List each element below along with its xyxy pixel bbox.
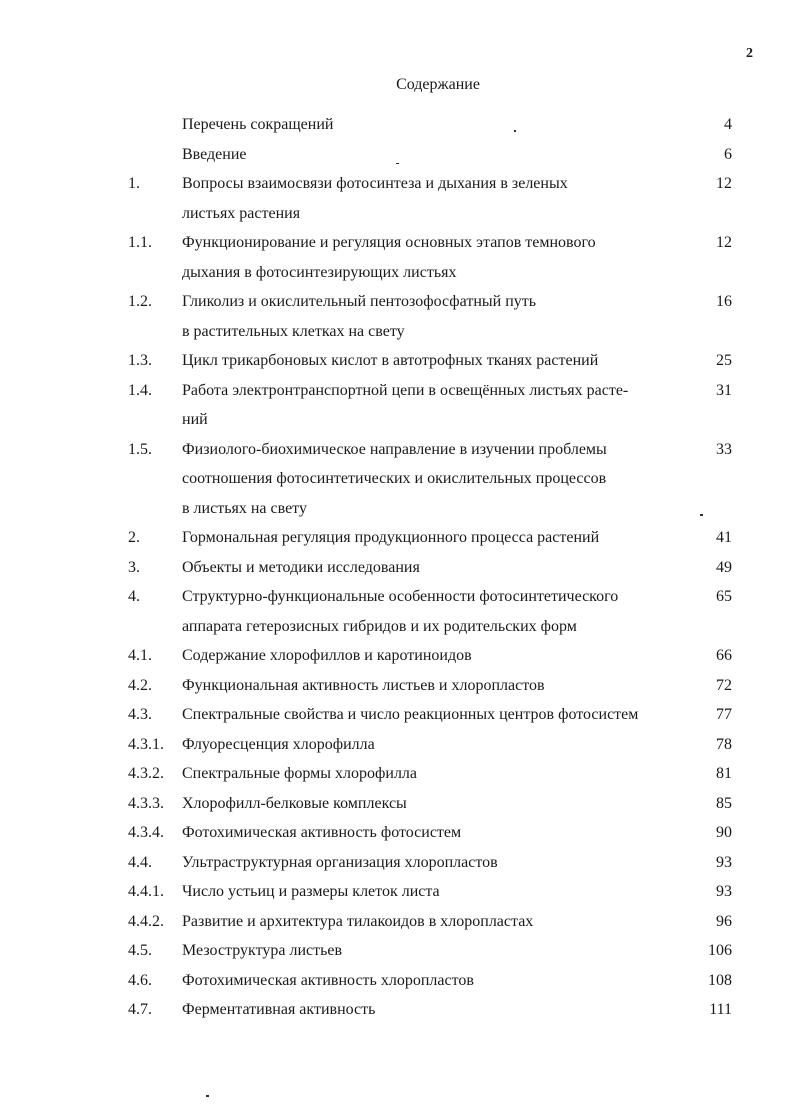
toc-entry-number: 4.4.2. [128, 912, 164, 930]
toc-entry [0, 287, 792, 340]
toc-entry-page: 65 [716, 588, 732, 605]
toc-entry-title-line: Гликолиз и окислительный пентозофосфатный путь [182, 293, 537, 310]
toc-entry-page: 66 [716, 647, 732, 664]
toc-entry-title [182, 848, 682, 878]
toc-entry [0, 907, 792, 936]
toc-entry-number: 4.5. [128, 942, 152, 959]
toc-entry-page: 49 [716, 558, 732, 576]
toc-entry-title-line: Развитие и архитектура тилакоидов в хлоропластах [182, 912, 534, 930]
toc-entry-title-line: в листьях на свету [182, 499, 307, 517]
toc-entry [0, 818, 792, 847]
toc-entry-title [182, 346, 682, 376]
toc-entry [0, 641, 792, 670]
toc-entry [0, 848, 792, 877]
toc-entry-title-line: листьях растения [182, 204, 301, 222]
toc-entry-page: 41 [716, 529, 732, 546]
toc-entry-number: 1.1. [128, 234, 152, 251]
toc-entry [0, 671, 792, 700]
toc-entry-page: 108 [708, 971, 732, 989]
toc-entry-page: 31 [716, 381, 732, 399]
toc-entry-page: 12 [716, 175, 732, 192]
toc-entry-number: 4.2. [128, 676, 152, 694]
toc-entry-title-line: Фотохимическая активность фотосистем [182, 824, 462, 841]
toc-entry-title [182, 169, 682, 228]
toc-entry-number: 4.1. [128, 647, 152, 664]
toc-entry-title [182, 759, 682, 789]
toc-entry-page: 12 [716, 234, 732, 251]
toc-entry-page: 93 [716, 883, 732, 900]
toc-entry-number: 1.3. [128, 352, 152, 369]
toc-entry-title-line: Содержание хлорофиллов и каротиноидов [182, 647, 472, 664]
toc-entry-number: 4.3.2. [128, 765, 164, 782]
toc-entry-title-line: Ультраструктурная организация хлоропластов [182, 853, 498, 871]
toc-entry-number: 1. [128, 175, 140, 192]
toc-entry-number: 4.3.1. [128, 735, 164, 753]
toc-entry [0, 523, 792, 552]
toc-entry-number: 1.2. [128, 293, 152, 310]
toc-entry-title [182, 936, 682, 966]
toc-entry-number: 4.7. [128, 1001, 152, 1018]
toc-entry-page: 96 [716, 912, 732, 930]
toc-entry-title [182, 877, 682, 907]
toc-entry-title-line: Функциональная активность листьев и хлоропластов [182, 676, 545, 694]
toc-entry-title [182, 140, 682, 170]
toc-entry-title [182, 995, 682, 1025]
toc-entry-title [182, 523, 682, 553]
toc-entry-number: 1.4. [128, 381, 152, 399]
toc-entry-title [182, 966, 682, 996]
toc-entry [0, 995, 792, 1024]
toc-entry-title-line: Ферментативная активность [182, 1001, 376, 1018]
toc-entry-title [182, 228, 682, 287]
toc-entry [0, 966, 792, 995]
toc-entry-title-line: в растительных клетках на свету [182, 322, 405, 340]
scan-speck [206, 1095, 209, 1097]
toc-entry-title-line: Работа электронтранспортной цепи в освещённых листьях расте- [182, 381, 629, 399]
toc-entry-title [182, 789, 682, 819]
toc-entry-title-line: Гормональная регуляция продукционного процесса растений [182, 529, 600, 546]
toc-entry-title-line: Введение [182, 145, 247, 163]
toc-entry-title [182, 700, 682, 730]
toc-entry-page: 72 [716, 676, 732, 694]
toc-entry [0, 877, 792, 906]
toc-entry-title-line: аппарата гетерозисных гибридов и их родительских форм [182, 617, 577, 635]
scan-speck [396, 163, 399, 164]
toc-entry-page: 106 [708, 942, 732, 959]
toc-entry-title-line: Спектральные формы хлорофилла [182, 765, 418, 782]
toc-entry-page: 93 [716, 853, 732, 871]
toc-entry-title [182, 907, 682, 937]
toc-entry [0, 700, 792, 729]
toc-entry-title [182, 376, 682, 435]
toc-entry-title-line: Спектральные свойства и число реакционных центров фотосистем [182, 706, 639, 723]
toc-entry [0, 936, 792, 965]
toc-title: Содержание [396, 76, 480, 93]
toc-entry-title [182, 435, 682, 524]
toc-entry [0, 789, 792, 818]
toc-entry-title-line: Число устьиц и размеры клеток листа [182, 883, 440, 900]
toc-entry-number: 4.3. [128, 706, 152, 723]
toc-entry-page: 33 [716, 440, 732, 458]
toc-entry-page: 85 [716, 794, 732, 812]
toc-entry [0, 435, 792, 517]
toc-entry-title-line: Хлорофилл-белковые комплексы [182, 794, 407, 812]
toc-entry-page: 78 [716, 735, 732, 753]
toc-entry-number: 4.4.1. [128, 883, 164, 900]
toc-entry-title [182, 553, 682, 583]
toc-entry-page: 16 [716, 293, 732, 310]
toc-entry-number: 3. [128, 558, 140, 576]
toc-entry-title-line: Фотохимическая активность хлоропластов [182, 971, 474, 989]
toc-entry-title-line: Мезоструктура листьев [182, 942, 343, 959]
toc-entry-title-line: ний [182, 411, 208, 428]
toc-entry-title [182, 730, 682, 760]
toc-entry-title [182, 671, 682, 701]
toc-entry-title-line: Структурно-функциональные особенности фотосинтетического [182, 588, 619, 605]
toc-entry-title [182, 110, 682, 140]
toc-entry-page: 81 [716, 765, 732, 782]
toc-entry-title-line: дыхания в фотосинтезирующих листьях [182, 263, 457, 281]
page-number: 2 [746, 46, 753, 61]
toc-entry-number: 1.5. [128, 440, 152, 458]
toc-entry-title [182, 582, 682, 641]
toc-entry [0, 169, 792, 222]
toc-entry-number: 4.6. [128, 971, 152, 989]
toc-entry-title [182, 641, 682, 671]
scan-speck [514, 130, 516, 132]
toc-entry-title-line: соотношения фотосинтетических и окислительных процессов [182, 470, 607, 487]
toc-entry [0, 553, 792, 582]
toc-entry-title [182, 287, 682, 346]
toc-entry-page: 90 [716, 824, 732, 841]
toc-entry-title-line: Объекты и методики исследования [182, 558, 420, 576]
toc-entry [0, 582, 792, 635]
toc-entry-page: 4 [724, 116, 732, 133]
toc-entry-title-line: Физиолого-биохимическое направление в изучении проблемы [182, 440, 607, 458]
toc-entry-page: 111 [709, 1001, 732, 1018]
toc-entry-title-line: Флуоресценция хлорофилла [182, 735, 375, 753]
toc-entry-title-line: Цикл трикарбоновых кислот в автотрофных тканях растений [182, 352, 599, 369]
toc-entry [0, 228, 792, 281]
toc-entry [0, 140, 792, 169]
toc-entry-title [182, 818, 682, 848]
toc-entry-title-line: Вопросы взаимосвязи фотосинтеза и дыхания в зеленых [182, 175, 568, 192]
toc-entry [0, 759, 792, 788]
toc-entry [0, 346, 792, 375]
toc-entry [0, 376, 792, 428]
toc-entry-number: 4. [128, 588, 140, 605]
toc-entry [0, 730, 792, 759]
toc-entry-page: 77 [716, 706, 732, 723]
toc-entry-number: 4.3.3. [128, 794, 164, 812]
toc-entry-title-line: Перечень сокращений [182, 116, 334, 133]
toc-entry-number: 2. [128, 529, 140, 546]
toc-entry-number: 4.3.4. [128, 824, 164, 841]
toc-entry-title-line: Функционирование и регуляция основных этапов темнового [182, 234, 596, 251]
scan-speck [700, 514, 703, 516]
toc-entry-page: 25 [716, 352, 732, 369]
toc-entry [0, 110, 792, 139]
toc-entry-number: 4.4. [128, 853, 152, 871]
toc-entry-page: 6 [724, 145, 732, 163]
